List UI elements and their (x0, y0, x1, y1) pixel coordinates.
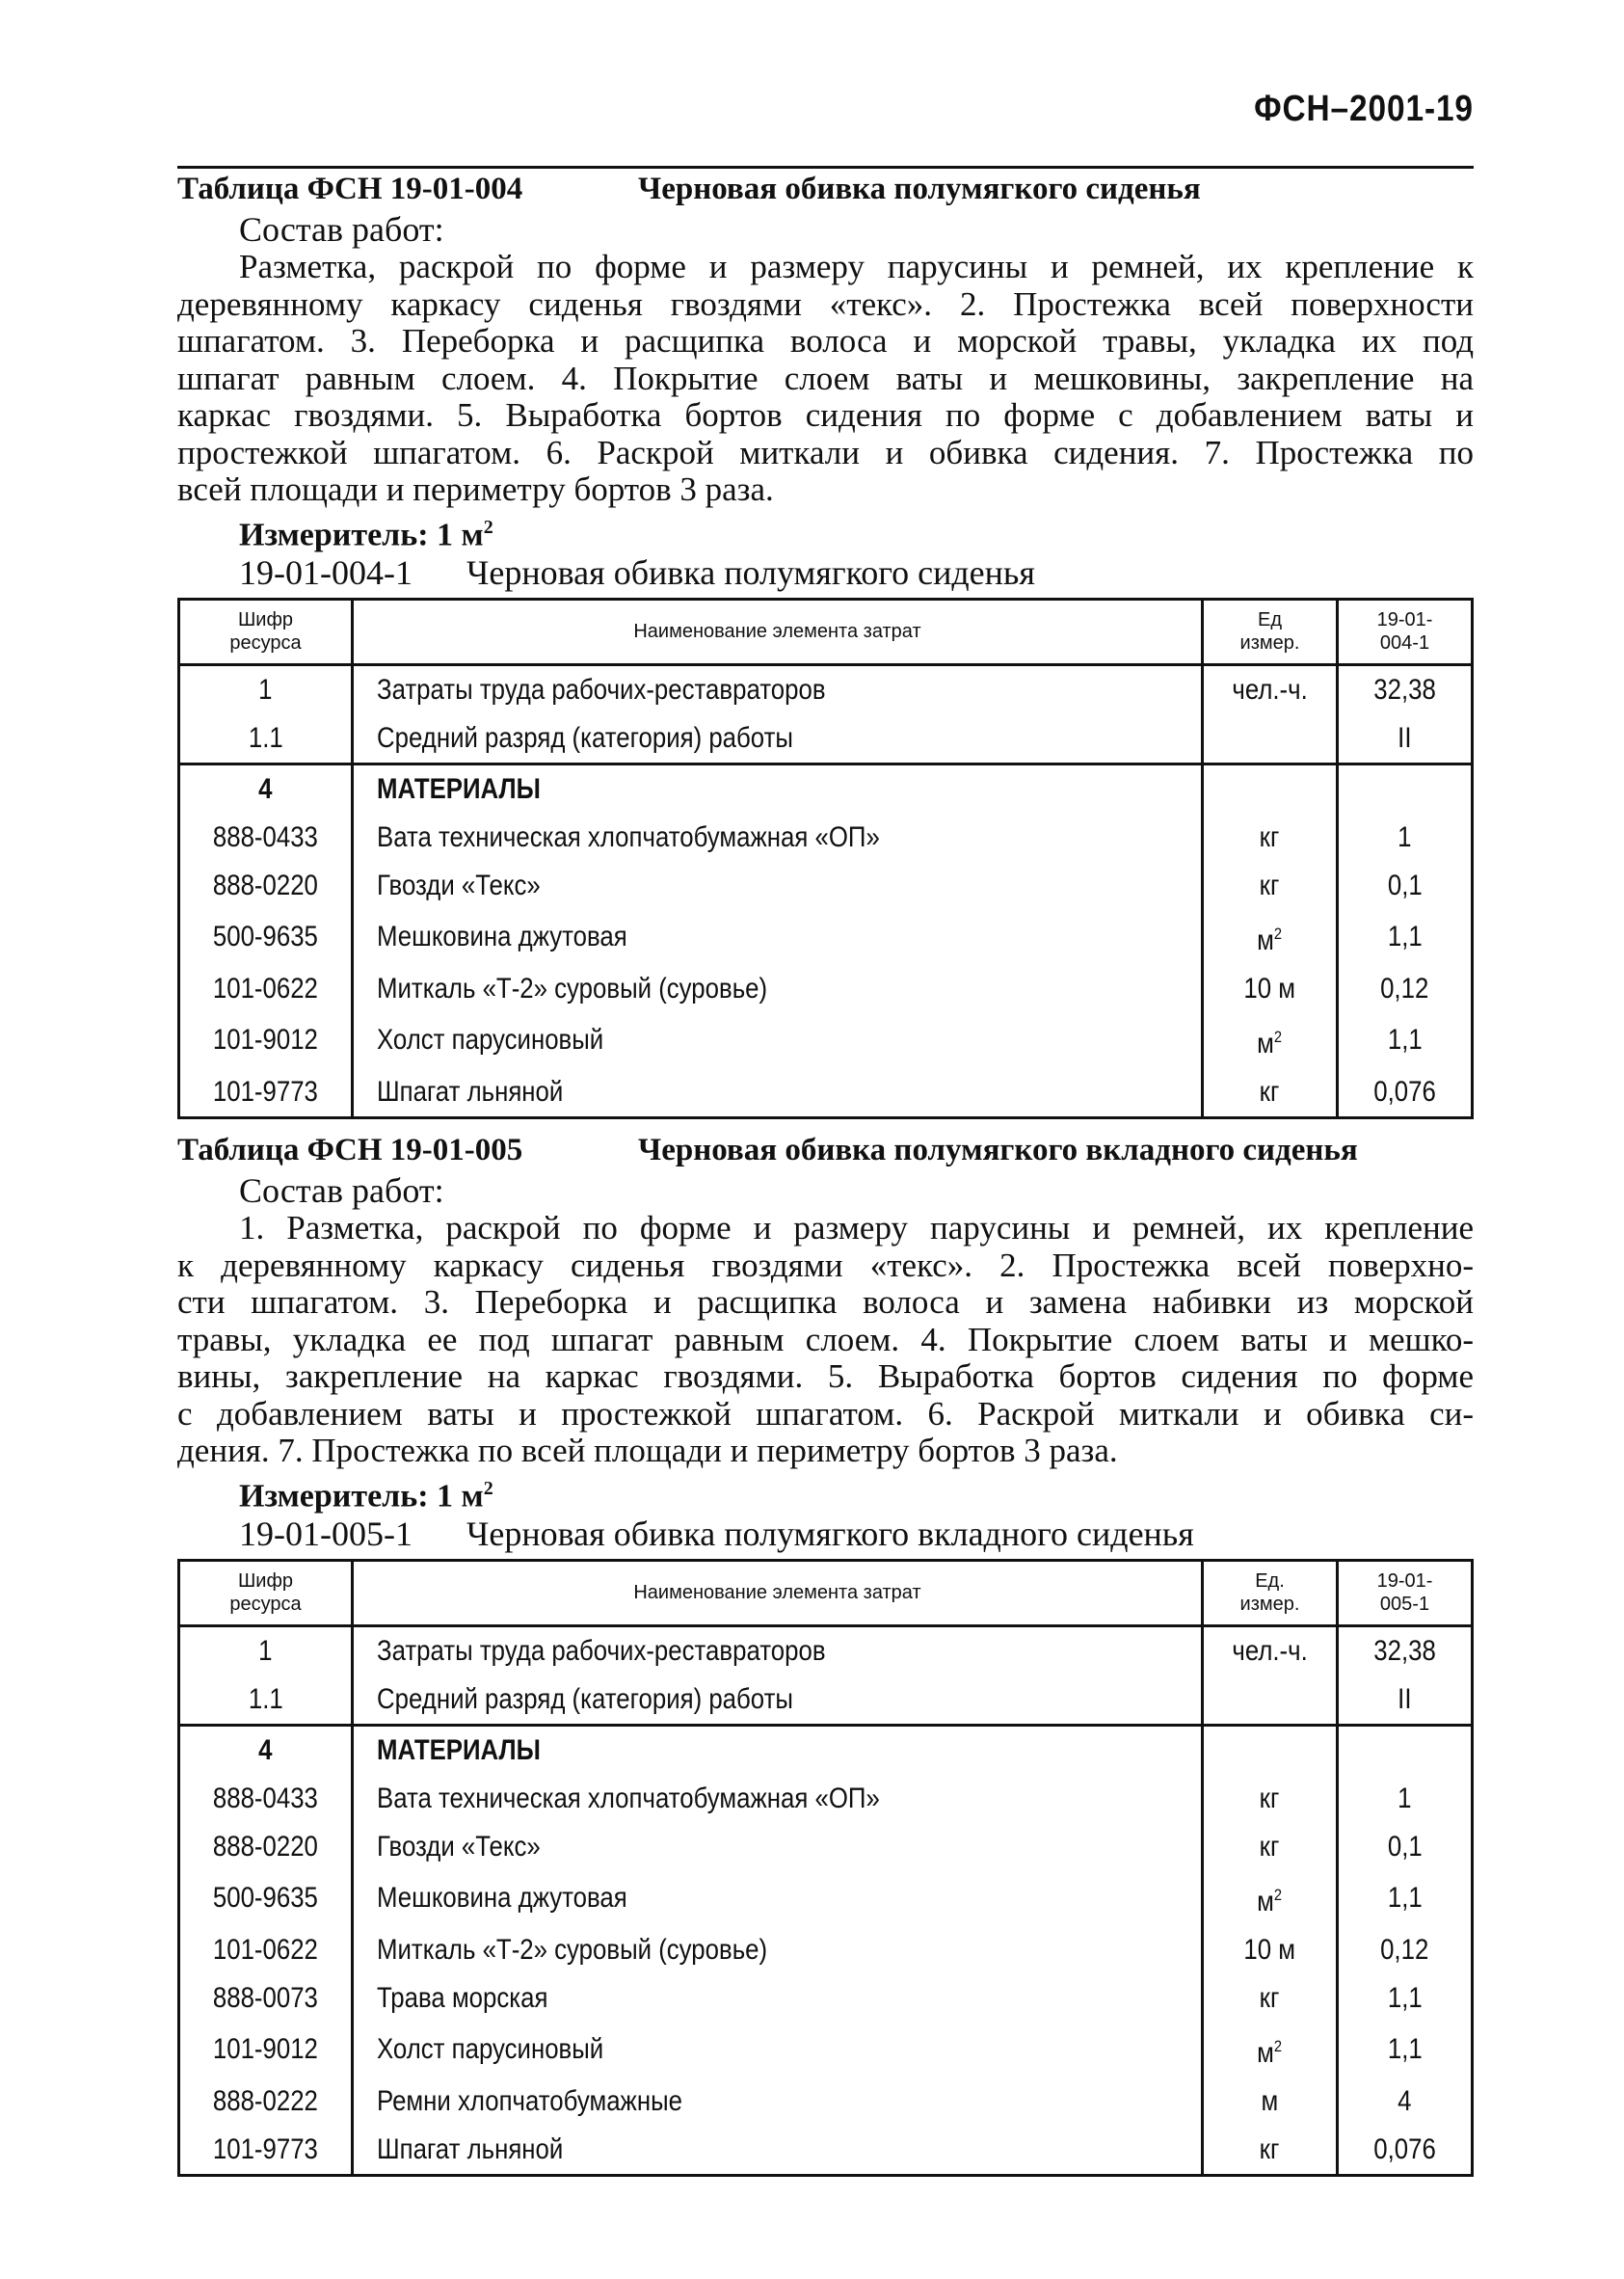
row-unit: кг (1260, 1782, 1280, 1814)
row-code: 101-0622 (212, 972, 319, 1005)
table-row (179, 1013, 1473, 1068)
row-code: 888-0433 (212, 1782, 319, 1814)
table-row (179, 1823, 1473, 1871)
row-unit: чел.-ч. (1232, 1634, 1308, 1667)
row-unit: 10 м (1243, 1933, 1296, 1966)
row-value: 1 (1398, 820, 1412, 853)
table-row (179, 965, 1473, 1013)
row-value: 1,1 (1387, 2033, 1423, 2066)
description-line: Разметка, раскрой по форме и размеру парусины и ремней, их крепление к (239, 248, 1474, 285)
col-header-value: 19-01- 005-1 (1338, 1560, 1473, 1625)
row-code: 1 (258, 1634, 273, 1667)
measure-exponent: 2 (483, 1477, 493, 1499)
table-code: Таблица ФСН 19-01-004 (177, 172, 523, 206)
description-line: шпагат равным слоем. 4. Покрытие слоем ваты и мешковины, закрепление на (177, 359, 1474, 397)
work-description (177, 1210, 1474, 1470)
table-code: Таблица ФСН 19-01-005 (177, 1133, 523, 1167)
table-row (179, 664, 1473, 714)
table-row (179, 1676, 1473, 1726)
row-value: 4 (1398, 2084, 1412, 2117)
row-value: 0,076 (1373, 2132, 1436, 2165)
table-header-row (179, 599, 1473, 664)
description-line: вины, закрепление на каркас гвоздями. 5. Выработка бортов сидения по форме (177, 1357, 1474, 1395)
description-line: к деревянному каркасу сиденья гвоздями «текс». 2. Простежка всей поверхно- (177, 1246, 1474, 1284)
row-name: Мешковина джутовая (377, 1882, 627, 1915)
row-value: 0,1 (1387, 869, 1423, 901)
row-value: 0,12 (1380, 972, 1429, 1005)
row-value: 0,076 (1373, 1075, 1436, 1108)
subtable-name: Черновая обивка полумягкого сиденья (466, 552, 1035, 592)
row-unit: $м^2$ (1257, 2036, 1283, 2069)
row-code: 101-0622 (212, 1933, 319, 1966)
table-section-2 (177, 1133, 1474, 2177)
table-row (179, 1625, 1473, 1676)
work-description (177, 249, 1474, 509)
resource-table (177, 1559, 1474, 2177)
col-header-unit: Ед. измер. (1203, 1560, 1338, 1625)
table-name: Черновая обивка полумягкого вкладного сиденья (638, 1133, 1358, 1167)
row-unit: м (1261, 2084, 1279, 2117)
row-code: 888-0220 (212, 869, 319, 901)
row-code: 1.1 (248, 721, 283, 754)
row-code: 101-9012 (212, 2033, 319, 2066)
table-row-group-heading (179, 764, 1473, 814)
table-row-group-heading (179, 1725, 1473, 1775)
row-value: 32,38 (1373, 673, 1436, 706)
row-name: Гвозди «Текс» (377, 1830, 541, 1863)
row-name: Средний разряд (категория) работы (377, 721, 793, 754)
description-line: с добавлением ваты и простежкой шпагатом. 6. Раскрой миткали и обивка си- (177, 1394, 1474, 1433)
row-code: 888-0222 (212, 2084, 319, 2117)
row-value: 1 (1398, 1782, 1412, 1814)
row-unit: 10 м (1243, 972, 1296, 1005)
row-name: Гвозди «Текс» (377, 869, 541, 901)
row-name: Шпагат льняной (377, 1075, 564, 1108)
row-value: 0,1 (1387, 1830, 1423, 1863)
row-name: Миткаль «Т-2» суровый (суровье) (377, 972, 768, 1005)
row-code: 500-9635 (212, 1882, 319, 1915)
row-code: 101-9012 (212, 1024, 319, 1057)
row-code: 4 (258, 772, 273, 805)
subtable-heading (177, 553, 1474, 594)
measure-unit (177, 509, 1474, 553)
row-name: Затраты труда рабочих-реставраторов (377, 673, 826, 706)
description-line: деревянному каркасу сиденья гвоздями «текс». 2. Простежка всей поверхности (177, 284, 1474, 323)
table-row (179, 1974, 1473, 2023)
row-unit: кг (1260, 2132, 1280, 2165)
table-row (179, 2126, 1473, 2176)
row-unit: кг (1260, 1075, 1280, 1108)
row-value: 1,1 (1387, 1981, 1423, 2014)
row-code: 4 (258, 1733, 273, 1766)
row-code: 500-9635 (212, 921, 319, 953)
row-code: 888-0220 (212, 1830, 319, 1863)
row-unit: $м^2$ (1257, 1885, 1283, 1917)
measure-label: Измеритель: 1 м (239, 1477, 484, 1514)
row-value: 1,1 (1387, 1024, 1423, 1057)
table-row (179, 1926, 1473, 1974)
row-unit: кг (1260, 1830, 1280, 1863)
row-code: 1 (258, 673, 273, 706)
measure-label: Измеритель: 1 м (239, 516, 484, 552)
table-header-row (179, 1560, 1473, 1625)
row-name: Шпагат льняной (377, 2132, 564, 2165)
table-row (179, 1068, 1473, 1118)
document-code: ФСН–2001-19 (1254, 89, 1474, 129)
row-code: 1.1 (248, 1682, 283, 1715)
table-name: Черновая обивка полумягкого сиденья (638, 172, 1201, 206)
row-name: Мешковина джутовая (377, 921, 627, 953)
table-section-1 (177, 172, 1474, 1119)
row-code: 888-0073 (212, 1981, 319, 2014)
description-line: шпагатом. 3. Переборка и расщипка волоса и морской травы, укладка их под (177, 322, 1474, 360)
row-unit: чел.-ч. (1232, 673, 1308, 706)
table-row (179, 714, 1473, 764)
row-value: 1,1 (1387, 921, 1423, 953)
col-header-code: Шифр ресурса (179, 599, 353, 664)
row-value: II (1398, 721, 1412, 754)
table-title (177, 1133, 1474, 1171)
page-header (177, 89, 1474, 169)
col-header-name: Наименование элемента затрат (353, 599, 1203, 664)
table-title (177, 172, 1474, 210)
subtable-code: 19-01-005-1 (239, 1514, 413, 1553)
table-row (179, 814, 1473, 862)
row-name: Вата техническая хлопчатобумажная «ОП» (377, 820, 880, 853)
row-name: Вата техническая хлопчатобумажная «ОП» (377, 1782, 880, 1814)
row-code: 888-0433 (212, 820, 319, 853)
work-composition-label: Состав работ: (239, 210, 444, 249)
table-row (179, 910, 1473, 965)
row-value: 0,12 (1380, 1933, 1429, 1966)
row-unit: кг (1260, 820, 1280, 853)
table-row (179, 862, 1473, 910)
row-name: МАТЕРИАЛЫ (377, 772, 541, 805)
row-unit: $м^2$ (1257, 924, 1283, 956)
table-row (179, 2023, 1473, 2078)
col-header-name: Наименование элемента затрат (353, 1560, 1203, 1625)
row-unit: кг (1260, 1981, 1280, 2014)
description-line: всей площади и периметру бортов 3 раза. (177, 470, 774, 508)
row-code: 101-9773 (212, 1075, 319, 1108)
row-name: Холст парусиновый (377, 1024, 604, 1057)
resource-table (177, 598, 1474, 1119)
description-line: дения. 7. Простежка по всей площади и периметру бортов 3 раза. (177, 1432, 1118, 1469)
description-line: сти шпагатом. 3. Переборка и расщипка волоса и замена набивки из морской (177, 1283, 1474, 1321)
subtable-heading (177, 1515, 1474, 1555)
measure-exponent: 2 (483, 516, 493, 538)
row-name: Трава морская (377, 1981, 548, 2014)
work-composition-label: Состав работ: (239, 1171, 444, 1210)
row-value: 1,1 (1387, 1882, 1423, 1915)
measure-unit (177, 1470, 1474, 1515)
row-name: Миткаль «Т-2» суровый (суровье) (377, 1933, 768, 1966)
table-row (179, 1871, 1473, 1926)
row-value: 32,38 (1373, 1634, 1436, 1667)
subtable-name: Черновая обивка полумягкого вкладного сиденья (466, 1514, 1194, 1553)
row-name: Ремни хлопчатобумажные (377, 2084, 682, 2117)
row-value: II (1398, 1682, 1412, 1715)
row-code: 101-9773 (212, 2132, 319, 2165)
description-line: каркас гвоздями. 5. Выработка бортов сидения по форме с добавлением ваты и (177, 396, 1474, 434)
description-line: простежкой шпагатом. 6. Раскрой миткали и обивка сидения. 7. Простежка по (177, 433, 1474, 471)
table-row (179, 1775, 1473, 1823)
col-header-value: 19-01- 004-1 (1338, 599, 1473, 664)
row-unit: кг (1260, 869, 1280, 901)
col-header-unit: Ед измер. (1203, 599, 1338, 664)
row-name: Средний разряд (категория) работы (377, 1682, 793, 1715)
table-row (179, 2078, 1473, 2126)
description-line: 1. Разметка, раскрой по форме и размеру парусины и ремней, их крепление (239, 1209, 1474, 1247)
row-name: МАТЕРИАЛЫ (377, 1733, 541, 1766)
subtable-code: 19-01-004-1 (239, 552, 413, 592)
row-unit: $м^2$ (1257, 1027, 1283, 1059)
description-line: травы, укладка ее под шпагат равным слоем. 4. Покрытие слоем ваты и мешко- (177, 1320, 1474, 1358)
row-name: Холст парусиновый (377, 2033, 604, 2066)
row-name: Затраты труда рабочих-реставраторов (377, 1634, 826, 1667)
col-header-code: Шифр ресурса (179, 1560, 353, 1625)
